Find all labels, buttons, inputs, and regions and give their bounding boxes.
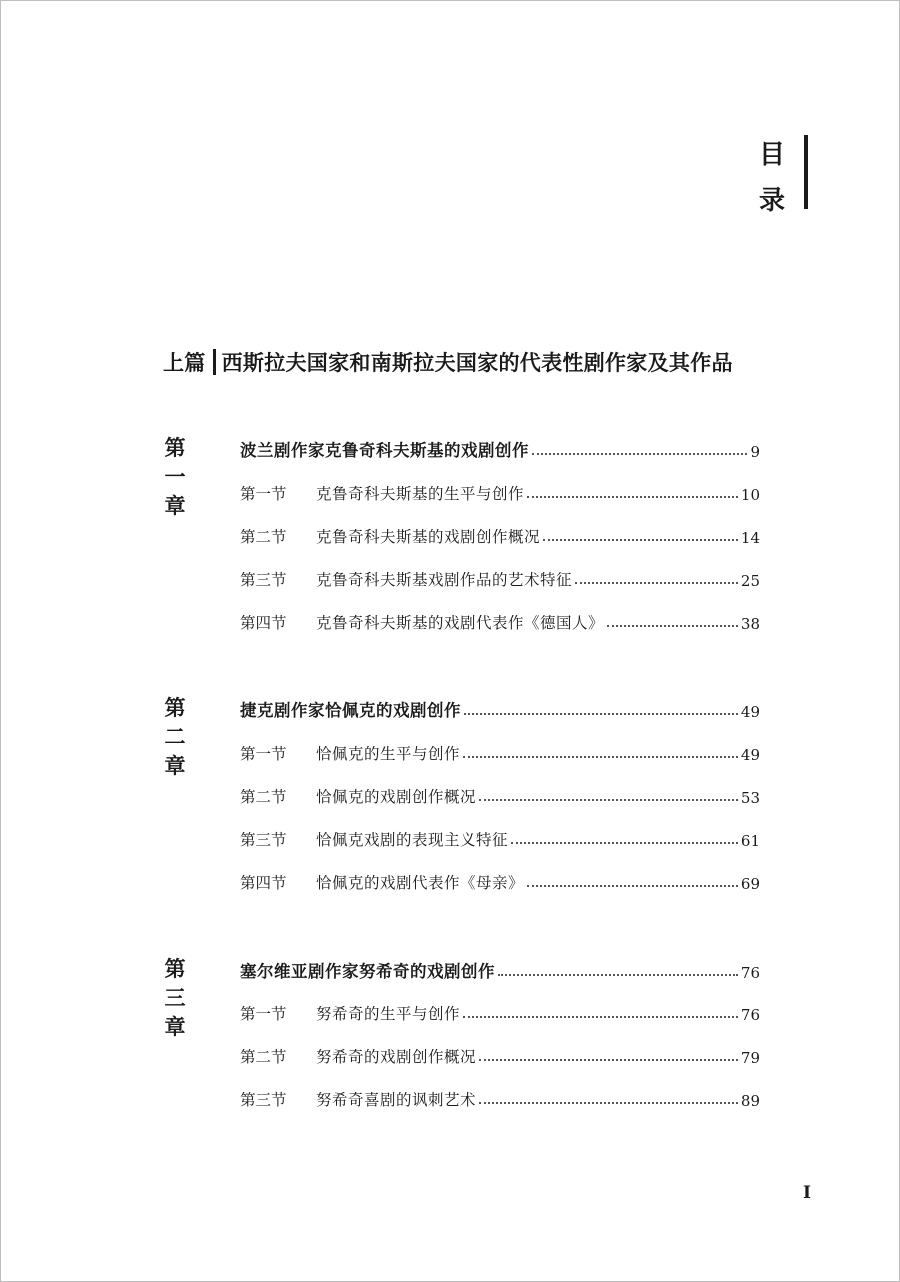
dot-leader [511,842,738,844]
section-title: 恰佩克的生平与创作 [316,745,461,763]
section-number: 第一节 [240,1005,287,1023]
section-number: 第一节 [240,485,287,503]
toc-entry-section[interactable] [240,605,760,633]
toc-entry-section[interactable] [240,476,760,504]
section-number: 第三节 [240,831,287,849]
section-number: 第二节 [240,788,287,806]
page-number: 14 [740,529,760,547]
page-number: 53 [740,789,760,807]
chapter-label-char: 第 [164,435,186,460]
dot-leader [543,539,738,541]
chapter-label-char: 第 [164,956,186,981]
toc-entry-chapter[interactable] [240,693,760,721]
chapter-title: 塞尔维亚剧作家努希奇的戏剧创作 [240,962,495,981]
section-title: 克鲁奇科夫斯基戏剧作品的艺术特征 [316,571,573,589]
dot-leader [479,799,738,801]
dot-leader [463,1016,738,1018]
toc-entry-section[interactable] [240,562,760,590]
dot-leader [479,1102,738,1104]
toc-entry-chapter[interactable] [240,954,760,982]
dot-leader [527,496,738,498]
toc-heading-char: 目 [758,140,785,170]
section-number: 第三节 [240,571,287,589]
toc-heading [756,132,788,224]
toc-entry-section[interactable] [240,519,760,547]
dot-leader [607,625,738,627]
page-number: 69 [740,875,760,893]
section-number: 第三节 [240,1091,287,1109]
toc-heading-bar [804,135,808,209]
toc-entry-section[interactable] [240,1039,760,1067]
chapter-label-char: 一 [164,464,186,489]
dot-leader [532,453,747,455]
toc-entry-section[interactable] [240,996,760,1024]
chapter-label [163,433,187,520]
section-number: 第二节 [240,528,287,546]
page-number: 79 [740,1049,760,1067]
part-title-text: 西斯拉夫国家和南斯拉夫国家的代表性剧作家及其作品 [221,351,733,375]
page-folio: I [803,1183,811,1203]
toc-entry-section[interactable] [240,779,760,807]
chapter-label-char: 章 [164,753,186,778]
dot-leader [463,756,738,758]
page-number: 61 [740,832,760,850]
page-number: 9 [750,443,760,461]
section-number: 第四节 [240,614,287,632]
section-title: 克鲁奇科夫斯基的生平与创作 [316,485,525,503]
chapter-label-char: 二 [164,724,186,749]
dot-leader [464,713,738,715]
part-heading [163,347,733,377]
section-number: 第四节 [240,874,287,892]
toc-entry-section[interactable] [240,822,760,850]
section-title: 努希奇的生平与创作 [316,1005,461,1023]
section-title: 努希奇的戏剧创作概况 [316,1048,477,1066]
chapter-label [163,954,187,1041]
toc-entry-section[interactable] [240,1082,760,1110]
chapter-label-char: 三 [164,985,186,1010]
page-number: 25 [740,572,760,590]
dot-leader [527,885,738,887]
page-number: 10 [740,486,760,504]
toc-entry-chapter[interactable] [240,433,760,461]
section-title: 恰佩克的戏剧代表作《母亲》 [316,874,525,892]
page-number: 76 [740,1006,760,1024]
section-number: 第一节 [240,745,287,763]
toc-heading-char: 录 [758,186,785,216]
section-title: 克鲁奇科夫斯基的戏剧代表作《德国人》 [316,614,605,632]
page-number: 38 [740,615,760,633]
toc-entry-section[interactable] [240,865,760,893]
dot-leader [498,974,738,976]
chapter-title: 捷克剧作家恰佩克的戏剧创作 [240,701,461,720]
part-label: 上篇 [163,351,206,375]
section-title: 恰佩克戏剧的表现主义特征 [316,831,509,849]
section-title: 克鲁奇科夫斯基的戏剧创作概况 [316,528,541,546]
chapter-label [163,693,187,780]
page-number: 49 [740,703,760,721]
dot-leader [575,582,738,584]
dot-leader [479,1059,738,1061]
chapter-label-char: 章 [164,1014,186,1039]
chapter-title: 波兰剧作家克鲁奇科夫斯基的戏剧创作 [240,441,529,460]
page-number: 89 [740,1092,760,1110]
section-number: 第二节 [240,1048,287,1066]
page-number: 76 [740,964,760,982]
section-title: 恰佩克的戏剧创作概况 [316,788,477,806]
chapter-label-char: 章 [164,493,186,518]
page-number: 49 [740,746,760,764]
chapter-label-char: 第 [164,695,186,720]
toc-entry-section[interactable] [240,736,760,764]
part-divider [213,349,216,375]
section-title: 努希奇喜剧的讽刺艺术 [316,1091,477,1109]
